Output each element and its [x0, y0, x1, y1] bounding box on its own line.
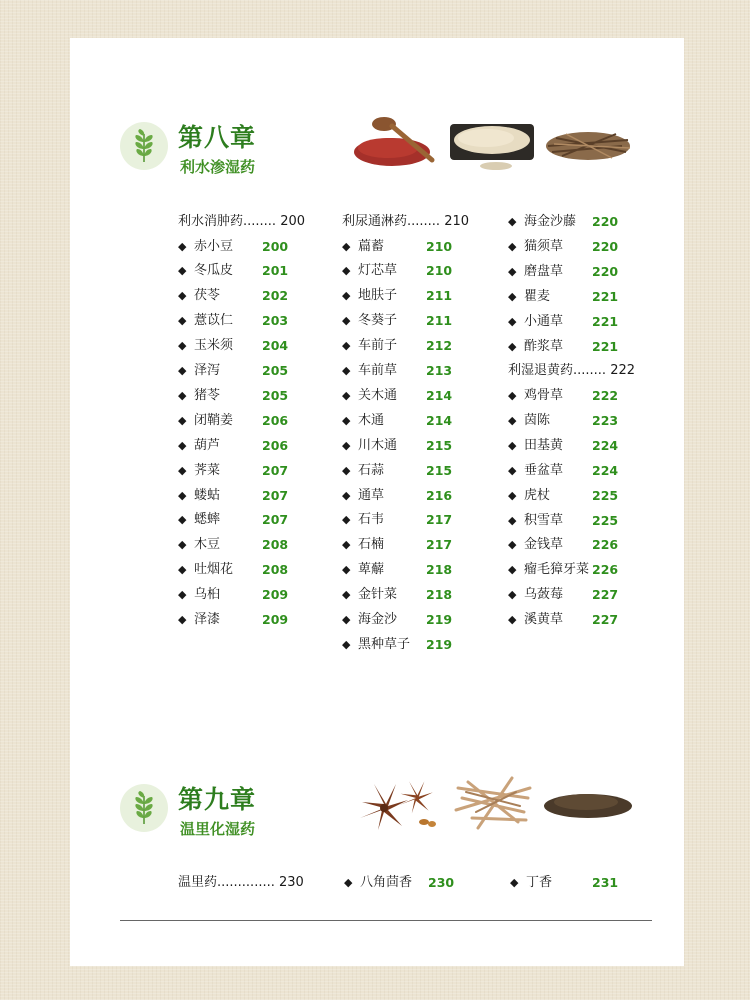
toc-item[interactable] — [342, 486, 453, 506]
item-name: 灯芯草 — [358, 263, 398, 279]
item-page: 224 — [592, 462, 619, 478]
toc-item[interactable] — [178, 336, 289, 356]
item-page: 208 — [262, 562, 289, 578]
diamond-bullet-icon: ◆ — [342, 364, 351, 377]
toc-item[interactable] — [342, 237, 453, 257]
item-name: 车前子 — [358, 338, 398, 354]
toc-item[interactable] — [178, 436, 289, 456]
diamond-bullet-icon: ◆ — [510, 876, 519, 889]
diamond-bullet-icon: ◆ — [178, 513, 187, 527]
item-name: 通草 — [358, 487, 385, 503]
toc-item[interactable] — [342, 635, 453, 655]
diamond-bullet-icon: ◆ — [508, 239, 517, 253]
diamond-bullet-icon: ◆ — [342, 463, 351, 477]
toc-item[interactable] — [344, 873, 455, 893]
toc-item[interactable] — [508, 337, 619, 357]
item-name: 垂盆草 — [524, 462, 564, 478]
toc-item[interactable] — [342, 311, 453, 331]
toc-item[interactable] — [342, 461, 453, 481]
item-page: 226 — [592, 562, 619, 578]
toc-item[interactable] — [342, 336, 453, 356]
diamond-bullet-icon: ◆ — [178, 463, 187, 477]
item-page: 221 — [592, 338, 619, 354]
diamond-bullet-icon: ◆ — [508, 488, 517, 502]
item-page: 218 — [426, 562, 453, 578]
toc-item[interactable] — [508, 436, 619, 456]
section-entry[interactable] — [178, 873, 304, 893]
diamond-bullet-icon: ◆ — [508, 339, 517, 353]
toc-item[interactable] — [178, 610, 289, 630]
bottom-divider — [120, 920, 652, 921]
item-page: 203 — [262, 313, 289, 329]
item-page: 207 — [262, 487, 289, 503]
diamond-bullet-icon: ◆ — [178, 438, 187, 452]
diamond-bullet-icon: ◆ — [342, 413, 351, 427]
item-name: 石韦 — [358, 512, 385, 528]
item-page: 230 — [428, 875, 455, 890]
item-page: 214 — [426, 387, 453, 403]
item-name: 冬葵子 — [358, 313, 398, 329]
diamond-bullet-icon: ◆ — [508, 314, 517, 328]
item-name: 蝼蛄 — [194, 487, 221, 503]
item-name: 黑种草子 — [358, 636, 411, 652]
toc-item[interactable] — [178, 237, 289, 257]
item-page: 223 — [592, 412, 619, 428]
toc-item[interactable] — [342, 610, 453, 630]
toc-item[interactable] — [510, 873, 619, 893]
item-page: 216 — [426, 487, 453, 503]
item-page: 225 — [592, 487, 619, 503]
item-page: 210 — [426, 263, 453, 279]
item-name: 关木通 — [358, 387, 398, 403]
item-page: 202 — [262, 288, 289, 304]
item-name: 磨盘草 — [524, 263, 564, 279]
item-name: 车前草 — [358, 363, 398, 378]
chapter8-title: 第八章 — [178, 123, 257, 152]
chapter9-title: 第九章 — [178, 785, 257, 814]
toc-item[interactable] — [342, 361, 453, 381]
diamond-bullet-icon: ◆ — [508, 463, 517, 477]
item-name: 金钱草 — [524, 537, 564, 553]
toc-item[interactable] — [508, 287, 619, 307]
section-label: 利湿退黄药........ — [508, 363, 607, 378]
toc-item[interactable] — [508, 237, 619, 257]
section-label: 利尿通淋药........ — [342, 214, 441, 229]
item-name: 八角茴香 — [360, 875, 413, 890]
item-name: 猫须草 — [524, 238, 564, 254]
diamond-bullet-icon: ◆ — [342, 289, 351, 303]
item-name: 吐烟花 — [194, 562, 234, 578]
item-name: 泽泻 — [194, 363, 221, 378]
item-name: 薏苡仁 — [194, 313, 234, 329]
section-entry[interactable] — [508, 361, 635, 381]
item-page: 215 — [426, 462, 453, 478]
diamond-bullet-icon: ◆ — [342, 613, 351, 626]
item-name: 泽漆 — [194, 612, 221, 627]
diamond-bullet-icon: ◆ — [178, 314, 187, 328]
seeds-pile-image — [542, 786, 634, 820]
toc-item[interactable] — [342, 560, 453, 580]
item-name: 茯苓 — [194, 288, 221, 304]
item-name: 乌蔹莓 — [524, 587, 564, 603]
diamond-bullet-icon: ◆ — [508, 438, 517, 452]
item-page: 210 — [426, 238, 453, 254]
toc-item[interactable] — [508, 312, 619, 332]
item-page: 207 — [262, 512, 289, 528]
red-bean-image — [352, 112, 438, 170]
toc-item[interactable] — [508, 411, 619, 431]
item-name: 田基黄 — [524, 437, 564, 453]
item-name: 酢浆草 — [524, 338, 564, 354]
toc-item[interactable] — [508, 386, 619, 406]
toc-item[interactable] — [342, 386, 453, 406]
section-entry[interactable] — [342, 212, 469, 232]
item-page: 225 — [592, 512, 619, 528]
toc-item[interactable] — [342, 411, 453, 431]
section-label: 温里药.............. — [178, 875, 275, 890]
diamond-bullet-icon: ◆ — [178, 563, 187, 577]
leaf-icon — [120, 122, 168, 170]
item-name: 茵陈 — [524, 412, 551, 428]
item-page: 207 — [262, 462, 289, 478]
section-label: 利水消肿药........ — [178, 214, 277, 229]
toc-item[interactable] — [178, 585, 289, 605]
diamond-bullet-icon: ◆ — [342, 588, 351, 602]
item-page: 221 — [592, 313, 619, 329]
diamond-bullet-icon: ◆ — [342, 488, 351, 502]
item-page: 208 — [262, 537, 289, 553]
item-page: 212 — [426, 338, 453, 354]
item-name: 闭鞘姜 — [194, 412, 234, 428]
toc-item[interactable] — [342, 510, 453, 530]
item-name: 木通 — [358, 412, 385, 428]
toc-item[interactable] — [178, 411, 289, 431]
diamond-bullet-icon: ◆ — [178, 289, 187, 303]
ginseng-root-image — [448, 768, 538, 838]
toc-item[interactable] — [178, 386, 289, 406]
diamond-bullet-icon: ◆ — [344, 876, 353, 889]
item-name: 瘤毛獐牙菜 — [524, 562, 590, 578]
toc-item[interactable] — [508, 610, 619, 630]
item-page: 201 — [262, 263, 289, 279]
item-name: 海金沙 — [358, 612, 398, 627]
toc-item[interactable] — [178, 560, 289, 580]
toc-item[interactable] — [342, 286, 453, 306]
item-page: 227 — [592, 587, 619, 603]
diamond-bullet-icon: ◆ — [508, 289, 517, 303]
diamond-bullet-icon: ◆ — [178, 339, 187, 353]
item-name: 蟋蟀 — [194, 512, 221, 528]
diamond-bullet-icon: ◆ — [342, 239, 351, 253]
item-page: 206 — [262, 437, 289, 453]
diamond-bullet-icon: ◆ — [178, 613, 187, 626]
diamond-bullet-icon: ◆ — [342, 388, 351, 402]
coix-seed-image — [446, 112, 538, 172]
toc-item[interactable] — [508, 486, 619, 506]
item-page: 221 — [592, 288, 619, 304]
item-name: 石蒜 — [358, 462, 385, 478]
item-name: 积雪草 — [524, 512, 564, 528]
item-page: 200 — [262, 238, 289, 254]
item-name: 地肤子 — [358, 288, 398, 304]
item-page: 204 — [262, 338, 289, 354]
toc-item[interactable] — [508, 560, 619, 580]
item-name: 小通草 — [524, 313, 564, 329]
item-page: 219 — [426, 636, 453, 652]
item-name: 石楠 — [358, 537, 385, 553]
item-page: 206 — [262, 412, 289, 428]
item-page: 205 — [262, 387, 289, 403]
item-page: 222 — [592, 388, 619, 403]
item-page: 227 — [592, 612, 619, 628]
diamond-bullet-icon: ◆ — [178, 588, 187, 602]
item-page: 211 — [426, 288, 453, 304]
toc-item[interactable] — [178, 486, 289, 506]
item-name: 玉米须 — [194, 338, 234, 354]
chapter8-subtitle: 利水渗湿药 — [180, 158, 256, 176]
item-name: 瞿麦 — [524, 288, 551, 304]
diamond-bullet-icon: ◆ — [342, 438, 351, 452]
item-name: 鸡骨草 — [524, 388, 564, 403]
item-name: 猪苓 — [194, 387, 221, 403]
item-name: 金针菜 — [358, 587, 398, 603]
diamond-bullet-icon: ◆ — [508, 389, 517, 402]
item-name: 冬瓜皮 — [194, 263, 234, 279]
item-page: 211 — [426, 313, 453, 329]
toc-item[interactable] — [178, 361, 289, 381]
item-page: 220 — [592, 214, 619, 229]
item-page: 205 — [262, 363, 289, 378]
diamond-bullet-icon: ◆ — [342, 513, 351, 527]
toc-item[interactable] — [178, 286, 289, 306]
diamond-bullet-icon: ◆ — [508, 413, 517, 427]
toc-item[interactable] — [178, 510, 289, 530]
item-page: 217 — [426, 537, 453, 553]
diamond-bullet-icon: ◆ — [342, 563, 351, 577]
diamond-bullet-icon: ◆ — [508, 538, 517, 552]
toc-item[interactable] — [508, 212, 619, 232]
diamond-bullet-icon: ◆ — [178, 264, 187, 278]
item-name: 葫芦 — [194, 437, 221, 453]
section-entry[interactable] — [178, 212, 305, 232]
diamond-bullet-icon: ◆ — [178, 538, 187, 552]
item-name: 溪黄草 — [524, 612, 564, 628]
diamond-bullet-icon: ◆ — [342, 264, 351, 278]
dried-root-image — [542, 116, 634, 168]
diamond-bullet-icon: ◆ — [342, 637, 351, 651]
diamond-bullet-icon: ◆ — [342, 538, 351, 552]
toc-item[interactable] — [178, 261, 289, 281]
diamond-bullet-icon: ◆ — [508, 588, 517, 602]
toc-item[interactable] — [508, 262, 619, 282]
item-page: 213 — [426, 363, 453, 378]
diamond-bullet-icon: ◆ — [178, 239, 187, 253]
diamond-bullet-icon: ◆ — [178, 488, 187, 502]
diamond-bullet-icon: ◆ — [508, 613, 517, 627]
item-name: 萆薢 — [358, 562, 385, 578]
chapter9-subtitle: 温里化湿药 — [180, 820, 256, 838]
section-page: 230 — [279, 875, 304, 890]
toc-item[interactable] — [508, 461, 619, 481]
item-page: 217 — [426, 512, 453, 528]
diamond-bullet-icon: ◆ — [178, 364, 187, 377]
diamond-bullet-icon: ◆ — [508, 264, 517, 278]
item-page: 215 — [426, 437, 453, 453]
toc-item[interactable] — [178, 461, 289, 481]
toc-item[interactable] — [178, 311, 289, 331]
diamond-bullet-icon: ◆ — [508, 513, 517, 527]
toc-item[interactable] — [508, 585, 619, 605]
item-name: 川木通 — [358, 437, 398, 453]
toc-item[interactable] — [178, 535, 289, 555]
diamond-bullet-icon: ◆ — [342, 314, 351, 328]
item-name: 海金沙藤 — [524, 214, 577, 229]
item-page: 220 — [592, 263, 619, 279]
diamond-bullet-icon: ◆ — [178, 388, 187, 402]
section-page: 222 — [610, 363, 636, 378]
diamond-bullet-icon: ◆ — [342, 339, 351, 353]
toc-item[interactable] — [508, 535, 619, 555]
toc-item[interactable] — [342, 261, 453, 281]
item-name: 木豆 — [194, 537, 221, 553]
diamond-bullet-icon: ◆ — [508, 215, 517, 228]
item-name: 虎杖 — [524, 487, 551, 503]
item-page: 209 — [262, 587, 289, 603]
star-anise-image — [354, 772, 442, 832]
diamond-bullet-icon: ◆ — [178, 413, 187, 427]
item-name: 萹蓄 — [358, 238, 385, 254]
item-name: 乌桕 — [194, 587, 221, 603]
toc-item[interactable] — [508, 511, 619, 531]
item-name: 丁香 — [526, 875, 553, 890]
item-page: 231 — [592, 875, 619, 890]
diamond-bullet-icon: ◆ — [508, 563, 517, 577]
section-page: 210 — [444, 214, 470, 229]
item-page: 220 — [592, 238, 619, 254]
section-page: 200 — [280, 214, 306, 229]
toc-item[interactable] — [342, 436, 453, 456]
item-page: 224 — [592, 437, 619, 453]
item-page: 214 — [426, 412, 453, 428]
item-name: 赤小豆 — [194, 238, 234, 254]
toc-item[interactable] — [342, 535, 453, 555]
item-page: 218 — [426, 587, 453, 603]
leaf-icon — [120, 784, 168, 832]
item-page: 219 — [426, 612, 453, 627]
item-name: 荠菜 — [194, 462, 221, 478]
toc-item[interactable] — [342, 585, 453, 605]
item-page: 226 — [592, 537, 619, 553]
item-page: 209 — [262, 612, 289, 627]
